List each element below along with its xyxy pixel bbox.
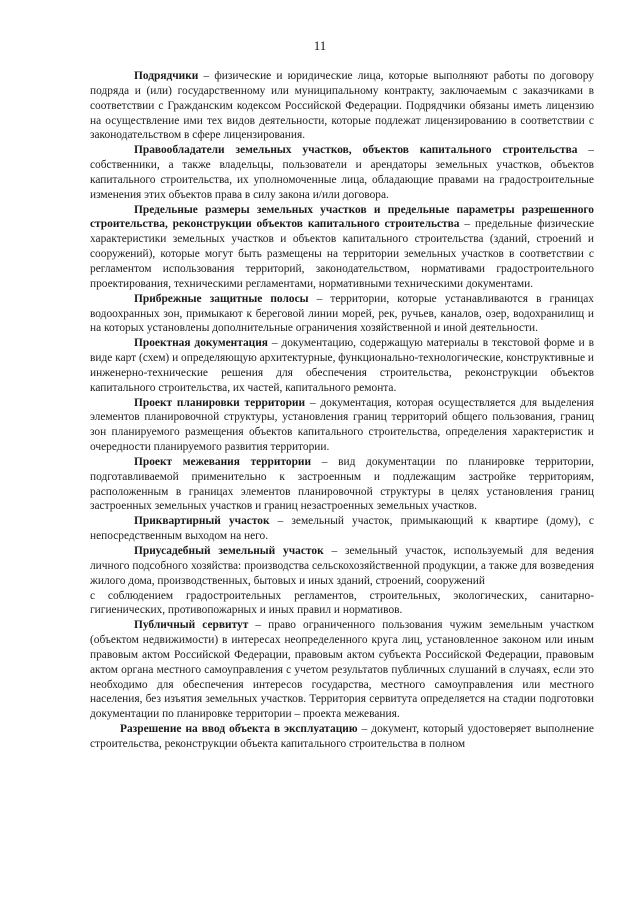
definition-text: – земельный участок, примыкающий к квартире (дому), с непосредственным выходом на него. (90, 515, 594, 543)
definition-text: – территории, которые устанавливаются в границах водоохранных зон, примыкают к береговой линии морей, рек, ручьев, каналов, озер, водохранилищ и на которых установлены дополнительные ограничения хозяйственной и иной деятельности. (90, 292, 595, 335)
definition-text: – документация, которая осуществляется для выделения элементов планировочной структуры, установления границ территорий общего пользования, границ зон планируемого размещения объектов капитального строительства, определения характеристик и очередности планируемого развития территории. (90, 396, 594, 454)
definition-paragraph (90, 203, 594, 292)
definition-term: Подрядчики (134, 70, 199, 82)
definition-term: Приусадебный земельный участок (134, 545, 324, 557)
definition-text: – предельные физические характеристики земельных участков и объектов капитального строительства (зданий, строений и сооружений), которые могут быть размещены на территории земельных участков в соответствии с регламентом использования территорий, законодательством, нормативами градостроительного проектирования, техническими регламентами, нормативными техническими документами. (90, 218, 594, 290)
definition-term: Правообладатели земельных участков, объектов капитального строительства (134, 144, 578, 157)
definition-paragraph (90, 69, 594, 143)
document-body (90, 69, 594, 752)
page-number: 11 (313, 38, 327, 53)
definition-text: – право ограниченного пользования чужим земельным участком (объектом недвижимости) в интересах неопределенного круга лиц, установленное законом или иным правовым актом Российской Федерации, правовым актом субъекта Российской Федерации, правовым актом органа местного самоуправления с учетом результатов публичных слушаний в случаях, если это необходимо для обеспечения интересов государства, местного самоуправления или местного населения, без изъятия земельных участков. Территория сервитута определяется на стадии подготовки документации по планировке территории – проекта межевания. (90, 619, 595, 721)
definition-term: Публичный сервитут (134, 619, 249, 632)
definition-term: Приквартирный участок (134, 515, 270, 528)
definition-paragraph (90, 396, 594, 455)
definition-text: – физические и юридические лица, которые выполняют работы по договору подряда и (или) государственному или муниципальному контракту, заключаемым с заказчиками в соответствии с Гражданским кодексом Российской Федерации. Подрядчики обязаны иметь лицензию на осуществление ими тех видов деятельности, которые подлежат лицензированию в соответствии с законодательством в сфере лицензирования. (90, 70, 594, 142)
definition-paragraph (90, 292, 594, 337)
definition-term: Проектная документация (134, 337, 268, 350)
definition-term: Проект планировки территории (134, 396, 306, 409)
definition-paragraph (90, 514, 594, 544)
definition-text: – вид документации по планировке территории, подготавливаемой применительно к застроенным и подлежащим застройке территориям, расположенным в границах элементов планировочной структуры в целях установления границ застроенных земельных участков и границ незастроенных земельных участков. (90, 455, 594, 513)
definition-paragraph (90, 722, 594, 752)
definition-term: Прибрежные защитные полосы (134, 292, 309, 305)
definition-term: Разрешение на ввод объекта в эксплуатацию (120, 723, 358, 736)
continuation-paragraph (90, 589, 594, 619)
definition-text: – земельный участок, используемый для ведения личного подсобного хозяйства: производства сельскохозяйственной продукции, а также для возведения жилого дома, производственных, бытовых и иных зданий, строений, сооружений (90, 545, 594, 587)
definition-term: Проект межевания территории (134, 455, 312, 468)
definition-paragraph (90, 618, 594, 722)
definition-text: с соблюдением градостроительных регламентов, строительных, экологических, санитарно-гигиенических, противопожарных и иных правил и нормативов. (90, 589, 594, 617)
definition-text: – документ, который удостоверяет выполнение строительства, реконструкции объекта капитального строительства в полном (90, 723, 594, 750)
definition-term: Предельные размеры земельных участков и предельные параметры разрешенного строительства, реконструкции объектов капитального строительства (90, 203, 594, 231)
definition-paragraph (90, 336, 594, 395)
definition-text: – документацию, содержащую материалы в текстовой форме и в виде карт (схем) и определяющую архитектурные, функционально-технологические, конструктивные и инженерно-технические решения для обеспечения строительства, реконструкции объектов капитального строительства, их частей, капитального ремонта. (90, 337, 595, 394)
definition-paragraph (90, 143, 594, 202)
definition-text: – собственники, а также владельцы, пользователи и арендаторы земельных участков, объектов капитального строительства, их уполномоченные лица, обладающие правами на градостроительные изменения этих объектов права в силу закона и/или договора. (90, 144, 595, 201)
definition-paragraph (90, 455, 594, 514)
definition-paragraph (90, 544, 594, 589)
